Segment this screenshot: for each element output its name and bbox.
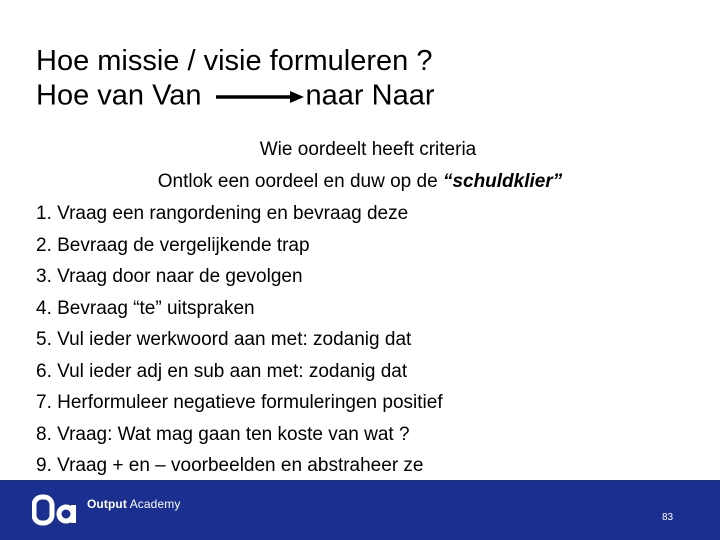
list-item: 9. Vraag + en – voorbeelden en abstraheer ze: [36, 455, 424, 476]
title-from: Hoe van Van: [36, 79, 202, 112]
instruction: [0, 171, 720, 193]
page-number: 83: [662, 512, 674, 523]
footer-bar: [0, 480, 720, 540]
title-line-2: [36, 78, 435, 116]
right-arrow-icon: [216, 78, 304, 112]
list-item: 2. Bevraag de vergelijkende trap: [36, 234, 310, 256]
brand-bold: Output: [87, 497, 127, 511]
list-item: 1. Vraag een rangordening en bevraag deze: [36, 203, 409, 224]
slide-title: [36, 44, 435, 116]
list-item: 5. Vul ieder werkwoord aan met: zodanig dat: [36, 329, 412, 350]
title-to: naar Naar: [305, 79, 435, 112]
brand-name: [87, 497, 180, 511]
title-line-1: Hoe missie / visie formuleren ?: [36, 45, 433, 77]
list-item: 4. Bevraag “te” uitspraken: [36, 297, 255, 319]
output-academy-logo-icon: [32, 494, 80, 526]
subtitle: Wie oordeelt heeft criteria: [259, 139, 477, 160]
list-item: 8. Vraag: Wat mag gaan ten koste van wat ?: [36, 423, 410, 445]
brand-light: Academy: [126, 497, 181, 511]
instruction-text: Ontlok een oordeel en duw op de: [157, 171, 443, 192]
list-item: 6. Vul ieder adj en sub aan met: zodanig dat: [36, 360, 408, 382]
list-item: 3. Vraag door naar de gevolgen: [36, 266, 303, 287]
step-list: [36, 202, 443, 486]
instruction-emphasis: “schuldklier”: [442, 171, 563, 192]
list-item: 7. Herformuleer negatieve formuleringen positief: [36, 392, 443, 413]
